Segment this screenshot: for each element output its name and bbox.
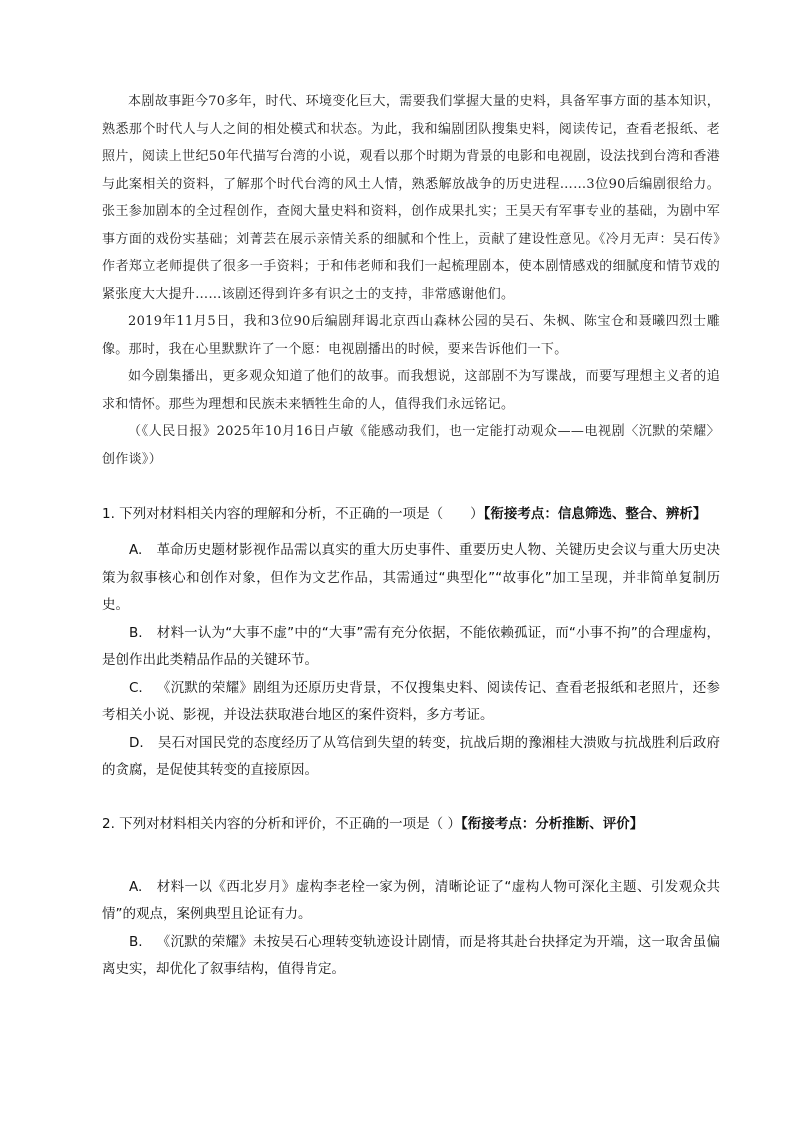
- option-item[interactable]: [102, 537, 720, 620]
- option-letter: A.: [129, 542, 143, 558]
- question-stem: [102, 811, 720, 838]
- material-paragraph: 本剧故事距今70多年，时代、环境变化巨大，需要我们掌握大量的史料，具备军事方面的基本知识，熟悉那个时代人与人之间的相处模式和状态。为此，我和编剧团队搜集史料，阅读传记，查看老报纸、老照片，阅读上世纪50年代描写台湾的小说，观看以那个时期为背景的电影和电视剧，设法找到台湾和香港与此案相关的资料，了解那个时代台湾的风土人情，熟悉解放战争的历史进程……3位90后编剧很给力。张王参加剧本的全过程创作，查阅大量史料和资料，创作成果扎实；王昊天有军事专业的基础，为剧中军事方面的戏份实基础；刘菁芸在展示亲情关系的细腻和个性上，贡献了建设性意见。《冷月无声：吴石传》作者郑立老师提供了很多一手资料；于和伟老师和我们一起梳理剧本，使本剧情感戏的细腻度和情节戏的紧张度大大提升……该剧还得到许多有识之士的支持，非常感谢他们。: [102, 94, 720, 302]
- option-text: 革命历史题材影视作品需以真实的重大历史事件、重要历史人物、关键历史会议与重大历史决策为叙事核心和创作对象，但作为文艺作品，其需通过“典型化”“故事化”加工呈现，并非简单复制历史。: [102, 542, 720, 613]
- question-2: [102, 811, 720, 984]
- reading-material: [102, 88, 720, 473]
- option-item[interactable]: [102, 620, 720, 675]
- option-item[interactable]: [102, 929, 720, 984]
- page-content: [102, 88, 720, 984]
- question-tag: 【衔接考点：分析推断、评价】: [460, 815, 644, 832]
- material-paragraph: 2019年11月5日，我和3位90后编剧拜谒北京西山森林公园的吴石、朱枫、陈宝仓和聂曦四烈士雕像。那时，我在心里默默许了一个愿：电视剧播出的时候，要来告诉他们一下。: [102, 314, 720, 357]
- option-letter: B.: [129, 624, 143, 641]
- option-item[interactable]: [102, 730, 720, 785]
- option-text: 《沉默的荣耀》剧组为还原历史背景，不仅搜集史料、阅读传记、查看老报纸和老照片，还参考相关小说、影视，并设法获取港台地区的案件资料，多方考证。: [102, 679, 720, 723]
- option-letter: D.: [129, 734, 144, 751]
- question-tag: 【衔接考点：信息筛选、整合、辨析】: [483, 506, 707, 522]
- option-item[interactable]: [102, 675, 720, 730]
- question-text: 1. 下列对材料相关内容的理解和分析，不正确的一项是（ ）: [102, 506, 484, 522]
- option-letter: B.: [129, 933, 143, 950]
- option-text: 材料一认为“大事不虚”中的“大事”需有充分依据，不能依赖孤证，而“小事不拘”的合理虚构，是创作出此类精品作品的关键环节。: [102, 624, 720, 668]
- option-text: 材料一以《西北岁月》虚构李老栓一家为例，清晰论证了“虚构人物可深化主题、引发观众共情”的观点，案例典型且论证有力。: [102, 878, 720, 922]
- material-paragraph: 如今剧集播出，更多观众知道了他们的故事。而我想说，这部剧不为写谍战，而要写理想主义者的追求和情怀。那些为理想和民族未来牺牲生命的人，值得我们永远铭记。: [102, 369, 720, 412]
- options-list: [102, 537, 720, 785]
- option-item[interactable]: [102, 874, 720, 929]
- option-text: 《沉默的荣耀》未按吴石心理转变轨迹设计剧情，而是将其赴台抉择定为开端，这一取舍虽偏离史实，却优化了叙事结构，值得肯定。: [102, 933, 720, 977]
- options-list: [102, 874, 720, 984]
- option-letter: A.: [129, 878, 143, 895]
- material-source: （《人民日报》2025年10月16日卢敏《能感动我们，也一定能打动观众——电视剧〈沉默的荣耀〉创作谈》）: [102, 424, 720, 467]
- question-stem: [102, 501, 720, 528]
- question-1: [102, 501, 720, 785]
- option-text: 吴石对国民党的态度经历了从笃信到失望的转变，抗战后期的豫湘桂大溃败与抗战胜利后政府的贪腐，是促使其转变的直接原因。: [102, 734, 720, 778]
- option-letter: C.: [129, 679, 143, 696]
- question-text: 2. 下列对材料相关内容的分析和评价，不正确的一项是（ ）: [102, 815, 461, 832]
